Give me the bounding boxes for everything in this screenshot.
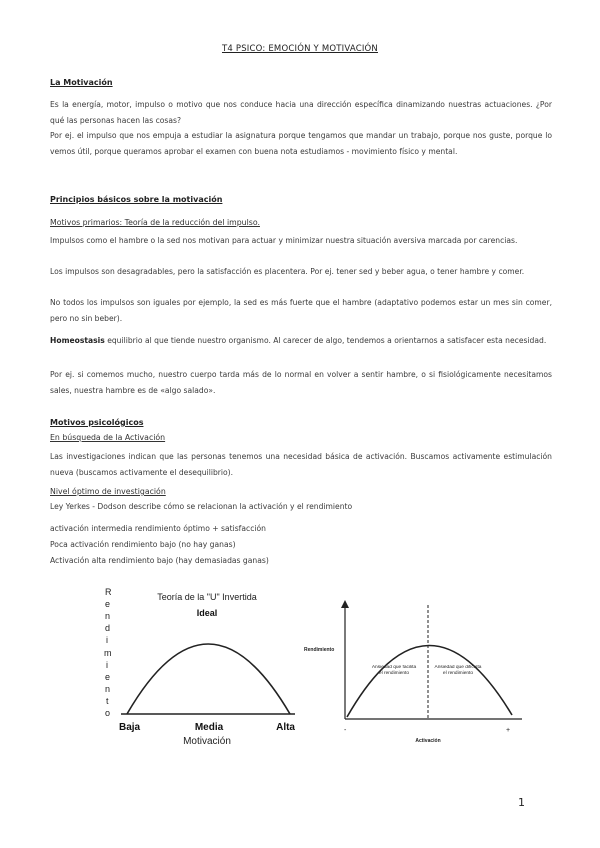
section-heading-psychological: Motivos psicológicos — [50, 418, 144, 427]
page-number: 1 — [518, 796, 525, 809]
paragraph-homeostasis — [50, 333, 552, 349]
right-note-box — [434, 665, 482, 695]
chart-title: Teoría de la "U" Invertida — [157, 592, 257, 602]
y-axis-label: Rendimiento — [304, 647, 335, 653]
y-letter: R — [105, 587, 112, 597]
yerkes-dodson-chart — [300, 595, 530, 755]
x-tick-mid: Media — [194, 722, 224, 733]
y-axis-arrow — [341, 600, 349, 608]
left-note: Ansiedad que facilita el rendimiento — [371, 665, 417, 676]
y-letter: n — [105, 684, 111, 694]
text-line: Poca activación rendimiento bajo (no hay ganas) — [50, 540, 236, 549]
homeostasis-definition: equilibrio al que tiende nuestro organismo. Al carecer de algo, tendemos a orientarnos a satisfacer esta necesidad. — [104, 336, 547, 345]
left-note-box — [370, 665, 418, 695]
subheading-optimal-level: Nivel óptimo de investigación — [50, 487, 166, 496]
y-letter: t — [106, 696, 109, 706]
paragraph: No todos los impulsos son iguales por ejemplo, la sed es más fuerte que el hambre (adaptativo podemos estar un mes sin comer, pero no sin beber). — [50, 298, 552, 323]
page-title: T4 PSICO: EMOCIÓN Y MOTIVACIÓN — [221, 44, 378, 54]
inverted-u-chart — [95, 582, 305, 752]
subheading-activation: En búsqueda de la Activación — [50, 433, 166, 442]
y-axis-letters — [104, 587, 112, 718]
x-axis-label: Activación — [415, 738, 441, 744]
text-line: Ley Yerkes - Dodson describe cómo se relacionan la activación y el rendimiento — [50, 502, 353, 511]
x-tick-minus: - — [344, 727, 347, 734]
subheading-primary-motives: Motivos primarios: Teoría de la reducción del impulso. — [50, 218, 260, 227]
text-line: activación intermedia rendimiento óptimo + satisfacción — [50, 524, 266, 533]
peak-label: Ideal — [196, 608, 218, 618]
paragraph: Es la energía, motor, impulso o motivo que nos conduce hacia una dirección específica dinamizando nuestras actuaciones. ¿Por qué las personas hacen las cosas? — [50, 100, 552, 125]
y-letter: e — [105, 599, 111, 609]
x-tick-low: Baja — [119, 722, 141, 733]
y-letter: e — [105, 672, 111, 682]
inverted-u-curve — [127, 644, 290, 714]
right-note: Ansiedad que dificulta el rendimiento — [434, 665, 482, 676]
paragraph: Las investigaciones indican que las personas tenemos una necesidad básica de activación. Buscamos activamente estimulación nueva (buscamos activamente el desequilibrio). — [50, 452, 552, 477]
paragraph: Los impulsos son desagradables, pero la satisfacción es placentera. Por ej. tener sed y beber agua, o tener hambre y comer. — [50, 267, 525, 276]
x-tick-plus: + — [506, 727, 511, 734]
section-heading-principles: Principios básicos sobre la motivación — [50, 195, 223, 204]
paragraph: Por ej. el impulso que nos empuja a estudiar la asignatura porque tengamos que mandar un trabajo, porque nos guste, porque lo vemos útil, porque queramos aprobar el examen con buena nota estudiamos - movimiento físico y mental. — [50, 131, 552, 156]
x-tick-high: Alta — [276, 722, 295, 733]
y-letter: o — [105, 708, 111, 718]
paragraph: Impulsos como el hambre o la sed nos motivan para actuar y minimizar nuestra situación aversiva marcada por carencias. — [50, 236, 518, 245]
section-heading-motivation: La Motivación — [50, 78, 113, 87]
y-letter: d — [105, 623, 111, 633]
y-letter: i — [106, 660, 108, 670]
homeostasis-term: Homeostasis — [50, 336, 105, 345]
y-letter: n — [105, 611, 111, 621]
text-line: Activación alta rendimiento bajo (hay demasiadas ganas) — [50, 556, 269, 565]
y-letter: i — [106, 635, 108, 645]
paragraph: Por ej. si comemos mucho, nuestro cuerpo tarda más de lo normal en volver a sentir hambre, o si fisiológicamente necesitamos sales, nuestra hambre es de «algo salado». — [50, 370, 552, 395]
x-axis-label: Motivación — [183, 736, 231, 747]
y-letter: m — [104, 648, 112, 658]
